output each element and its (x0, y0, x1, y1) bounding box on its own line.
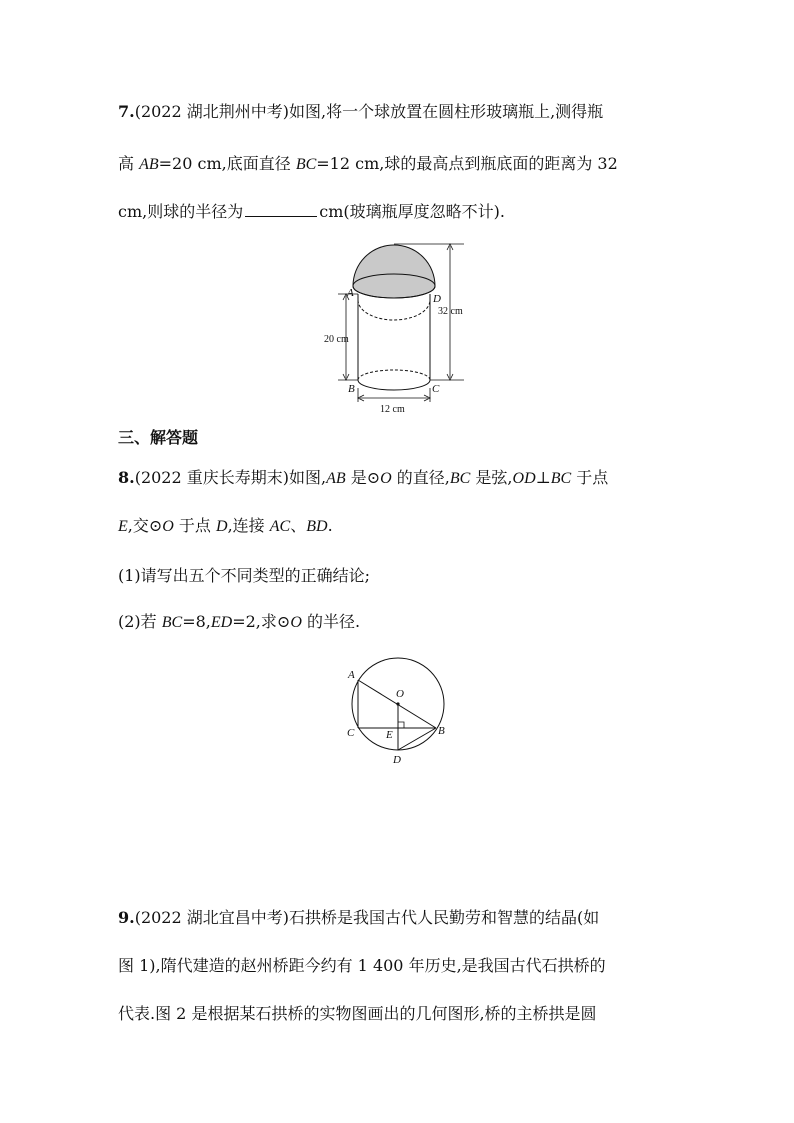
q8-var-bc: BC (550, 470, 572, 487)
q8-label-c: C (347, 727, 355, 739)
q8-text: . (327, 516, 333, 535)
q9-line-2: 图 1),隋代建造的赵州桥距今约有 1 400 年历史,是我国古代石拱桥的 (118, 956, 606, 975)
q8-var-bd: BD (306, 518, 328, 535)
q8-label-b: B (438, 725, 445, 737)
q8-var-ac: AC (269, 518, 291, 535)
q8-var-o: O (162, 518, 174, 535)
q7-label-b: B (348, 383, 355, 395)
q7-line-2 (118, 156, 678, 173)
q8-var-bc: BC (161, 614, 183, 631)
q7-label-c: C (432, 383, 440, 395)
q8-text: ,交⊙ (127, 516, 163, 535)
q8-text: 于点 (173, 516, 217, 535)
q8-text: (2)若 (118, 612, 162, 631)
q7-base-back (358, 370, 430, 380)
q8-text: 是弦, (470, 468, 513, 487)
q8-text: 于点 (571, 468, 609, 487)
q7-answer-blank[interactable] (245, 202, 317, 217)
q8-label-o: O (396, 688, 404, 700)
q7-label-12cm: 12 cm (380, 404, 405, 415)
q8-line-2 (118, 518, 678, 535)
q7-figure (316, 236, 476, 416)
q8-text: =8, (182, 612, 211, 631)
q9-line-3: 代表.图 2 是根据某石拱桥的实物图画出的几何图形,桥的主桥拱是圆 (118, 1004, 597, 1023)
q7-label-d: D (433, 293, 441, 305)
q8-center-dot (396, 702, 399, 705)
q8-var-o: O (380, 470, 392, 487)
q8-label-d: D (393, 754, 401, 766)
q7-text-1: (2022 湖北荆州中考)如图,将一个球放置在圆柱形玻璃瓶上,测得瓶 (134, 102, 604, 121)
q8-text: 的直径, (391, 468, 450, 487)
q8-sub2 (118, 614, 678, 631)
q8-var-ab: AB (326, 470, 346, 487)
q8-line-1 (118, 470, 678, 487)
q8-var-bc: BC (449, 470, 471, 487)
q7-sphere-cap (353, 245, 435, 298)
q8-text: 是⊙ (345, 468, 381, 487)
q7-sphere-lower-dash (358, 300, 430, 320)
q8-text: ⊥ (535, 468, 551, 487)
q8-var-d: D (216, 518, 228, 535)
q7-number: 7. (118, 102, 135, 121)
q8-text: 的半径. (301, 612, 361, 631)
q9-number: 9. (118, 908, 135, 927)
q8-chord-bd (398, 728, 436, 750)
q7-text: =20 cm,底面直径 (158, 154, 296, 173)
q7-label-32cm: 32 cm (438, 306, 463, 317)
q7-var-bc: BC (295, 156, 317, 173)
q8-var-od: OD (512, 470, 536, 487)
q7-text: cm,则球的半径为 (118, 202, 244, 221)
q8-text: (2022 重庆长寿期末)如图, (134, 468, 327, 487)
q7-base-front (358, 380, 430, 390)
q7-line-1 (118, 104, 678, 120)
q8-number: 8. (118, 468, 135, 487)
q8-text: =2,求⊙ (232, 612, 291, 631)
q7-line-3 (118, 202, 678, 220)
section-heading: 三、解答题 (118, 428, 199, 447)
q8-right-angle-mark (398, 722, 404, 728)
q8-label-a: A (348, 669, 355, 681)
q8-sub1: (1)请写出五个不同类型的正确结论; (118, 566, 371, 585)
q7-label-20cm: 20 cm (324, 334, 349, 345)
q7-var-ab: AB (139, 156, 159, 173)
q7-text: cm(玻璃瓶厚度忽略不计). (319, 202, 505, 221)
q9-line-1 (118, 910, 678, 926)
q9-text-1: (2022 湖北宜昌中考)石拱桥是我国古代人民勤劳和智慧的结晶(如 (134, 908, 600, 927)
q7-text: =12 cm,球的最高点到瓶底面的距离为 32 (316, 154, 618, 173)
q8-text: 、 (290, 516, 307, 535)
q7-text: 高 (118, 154, 140, 173)
q8-var-o: O (290, 614, 302, 631)
q8-label-e: E (386, 729, 393, 741)
q8-figure (336, 650, 456, 770)
q7-label-a: A (347, 287, 354, 299)
q8-text: ,连接 (227, 516, 270, 535)
q8-var-ed: ED (210, 614, 233, 631)
q8-var-e: E (118, 518, 128, 535)
